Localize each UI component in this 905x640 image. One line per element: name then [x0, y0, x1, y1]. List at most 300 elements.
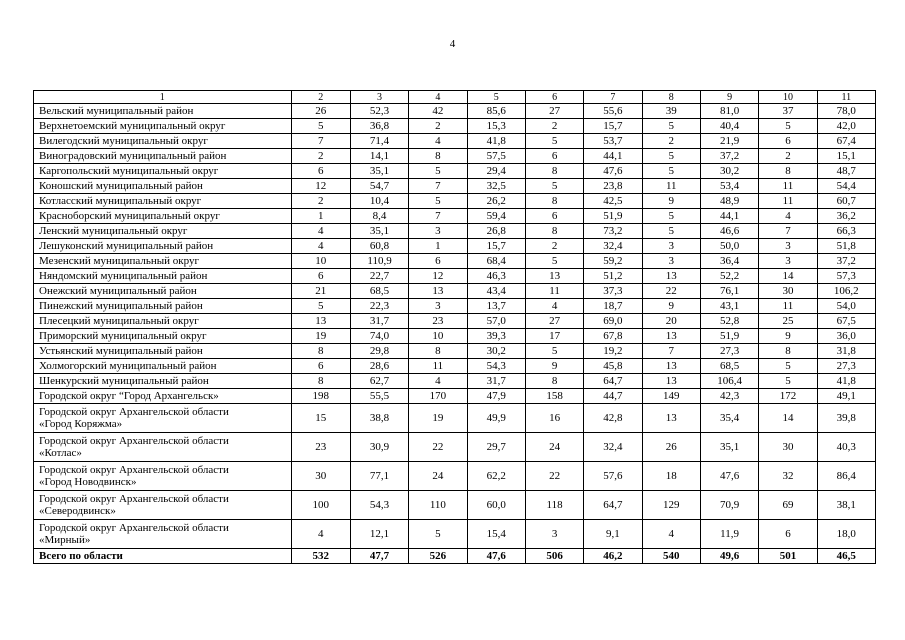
value-cell: 1 — [409, 239, 467, 254]
value-cell: 13 — [291, 314, 350, 329]
value-cell: 11 — [409, 359, 467, 374]
table-row — [34, 104, 876, 119]
value-cell: 30,9 — [350, 433, 408, 462]
value-cell: 7 — [642, 344, 700, 359]
table-row — [34, 359, 876, 374]
table-row — [34, 239, 876, 254]
value-cell: 46,2 — [584, 549, 642, 564]
value-cell: 2 — [291, 194, 350, 209]
value-cell: 4 — [409, 134, 467, 149]
value-cell: 8 — [525, 224, 583, 239]
value-cell: 51,8 — [817, 239, 875, 254]
value-cell: 45,8 — [584, 359, 642, 374]
value-cell: 54,0 — [817, 299, 875, 314]
value-cell: 54,3 — [467, 359, 525, 374]
value-cell: 11 — [759, 194, 817, 209]
table-row — [34, 149, 876, 164]
value-cell: 22,3 — [350, 299, 408, 314]
value-cell: 11 — [642, 179, 700, 194]
value-cell: 15 — [291, 404, 350, 433]
value-cell: 5 — [642, 164, 700, 179]
value-cell: 68,5 — [700, 359, 758, 374]
value-cell: 57,5 — [467, 149, 525, 164]
value-cell: 506 — [525, 549, 583, 564]
value-cell: 8 — [759, 344, 817, 359]
value-cell: 198 — [291, 389, 350, 404]
value-cell: 40,3 — [817, 433, 875, 462]
value-cell: 526 — [409, 549, 467, 564]
value-cell: 26,8 — [467, 224, 525, 239]
value-cell: 37,3 — [584, 284, 642, 299]
value-cell: 59,4 — [467, 209, 525, 224]
value-cell: 22 — [525, 462, 583, 491]
value-cell: 15,7 — [467, 239, 525, 254]
value-cell: 23 — [409, 314, 467, 329]
value-cell: 67,8 — [584, 329, 642, 344]
value-cell: 31,7 — [467, 374, 525, 389]
value-cell: 2 — [525, 239, 583, 254]
value-cell: 55,6 — [584, 104, 642, 119]
statistics-table — [33, 90, 876, 564]
value-cell: 28,6 — [350, 359, 408, 374]
value-cell: 13 — [642, 359, 700, 374]
value-cell: 86,4 — [817, 462, 875, 491]
value-cell: 4 — [759, 209, 817, 224]
value-cell: 129 — [642, 491, 700, 520]
value-cell: 7 — [759, 224, 817, 239]
value-cell: 51,9 — [584, 209, 642, 224]
district-name: Плесецкий муниципальный округ — [34, 314, 292, 329]
value-cell: 8 — [525, 374, 583, 389]
value-cell: 69,0 — [584, 314, 642, 329]
value-cell: 15,4 — [467, 520, 525, 549]
value-cell: 42,5 — [584, 194, 642, 209]
value-cell: 27 — [525, 104, 583, 119]
value-cell: 4 — [642, 520, 700, 549]
value-cell: 38,8 — [350, 404, 408, 433]
value-cell: 23,8 — [584, 179, 642, 194]
value-cell: 110 — [409, 491, 467, 520]
value-cell: 64,7 — [584, 491, 642, 520]
district-name: Городской округ “Город Архангельск» — [34, 389, 292, 404]
column-header: 6 — [525, 91, 583, 104]
value-cell: 27 — [525, 314, 583, 329]
district-name: Няндомский муниципальный район — [34, 269, 292, 284]
value-cell: 35,1 — [350, 224, 408, 239]
value-cell: 6 — [759, 134, 817, 149]
value-cell: 4 — [525, 299, 583, 314]
value-cell: 6 — [291, 164, 350, 179]
value-cell: 7 — [409, 179, 467, 194]
table-row — [34, 134, 876, 149]
district-name: Онежский муниципальный район — [34, 284, 292, 299]
value-cell: 14 — [759, 404, 817, 433]
value-cell: 11 — [759, 299, 817, 314]
district-name: Холмогорский муниципальный район — [34, 359, 292, 374]
value-cell: 54,7 — [350, 179, 408, 194]
value-cell: 26,2 — [467, 194, 525, 209]
value-cell: 13 — [642, 404, 700, 433]
value-cell: 52,3 — [350, 104, 408, 119]
value-cell: 18 — [642, 462, 700, 491]
value-cell: 9,1 — [584, 520, 642, 549]
value-cell: 26 — [291, 104, 350, 119]
value-cell: 5 — [525, 254, 583, 269]
value-cell: 64,7 — [584, 374, 642, 389]
value-cell: 74,0 — [350, 329, 408, 344]
value-cell: 43,4 — [467, 284, 525, 299]
table-row — [34, 194, 876, 209]
value-cell: 106,2 — [817, 284, 875, 299]
value-cell: 5 — [525, 134, 583, 149]
value-cell: 76,1 — [700, 284, 758, 299]
value-cell: 60,8 — [350, 239, 408, 254]
district-name: Коношский муниципальный район — [34, 179, 292, 194]
value-cell: 501 — [759, 549, 817, 564]
value-cell: 40,4 — [700, 119, 758, 134]
district-name: Пинежский муниципальный район — [34, 299, 292, 314]
district-name: Ленский муниципальный округ — [34, 224, 292, 239]
value-cell: 35,4 — [700, 404, 758, 433]
value-cell: 11 — [525, 284, 583, 299]
district-name: Устьянский муниципальный район — [34, 344, 292, 359]
value-cell: 22 — [642, 284, 700, 299]
value-cell: 10 — [409, 329, 467, 344]
district-name: Котласский муниципальный округ — [34, 194, 292, 209]
value-cell: 2 — [291, 149, 350, 164]
value-cell: 20 — [642, 314, 700, 329]
value-cell: 11,9 — [700, 520, 758, 549]
value-cell: 47,6 — [584, 164, 642, 179]
table-row — [34, 314, 876, 329]
value-cell: 24 — [525, 433, 583, 462]
district-name: Вилегодский муниципальный округ — [34, 134, 292, 149]
value-cell: 35,1 — [350, 164, 408, 179]
value-cell: 51,9 — [700, 329, 758, 344]
value-cell: 27,3 — [700, 344, 758, 359]
value-cell: 67,4 — [817, 134, 875, 149]
value-cell: 36,0 — [817, 329, 875, 344]
value-cell: 42 — [409, 104, 467, 119]
value-cell: 532 — [291, 549, 350, 564]
value-cell: 15,3 — [467, 119, 525, 134]
district-name: Лешуконский муниципальный район — [34, 239, 292, 254]
value-cell: 37 — [759, 104, 817, 119]
value-cell: 35,1 — [700, 433, 758, 462]
value-cell: 8 — [525, 194, 583, 209]
district-name: Городской округ Архангельской области «Северодвинск» — [34, 491, 292, 520]
value-cell: 3 — [642, 254, 700, 269]
value-cell: 47,6 — [467, 549, 525, 564]
value-cell: 9 — [525, 359, 583, 374]
value-cell: 42,0 — [817, 119, 875, 134]
value-cell: 32,5 — [467, 179, 525, 194]
value-cell: 59,2 — [584, 254, 642, 269]
value-cell: 12 — [409, 269, 467, 284]
value-cell: 4 — [291, 520, 350, 549]
value-cell: 77,1 — [350, 462, 408, 491]
value-cell: 51,2 — [584, 269, 642, 284]
value-cell: 8 — [291, 374, 350, 389]
value-cell: 6 — [525, 209, 583, 224]
value-cell: 69 — [759, 491, 817, 520]
value-cell: 71,4 — [350, 134, 408, 149]
value-cell: 57,0 — [467, 314, 525, 329]
value-cell: 46,5 — [817, 549, 875, 564]
value-cell: 13 — [409, 284, 467, 299]
header-row — [34, 91, 876, 104]
value-cell: 47,6 — [700, 462, 758, 491]
value-cell: 26 — [642, 433, 700, 462]
value-cell: 3 — [759, 254, 817, 269]
value-cell: 8 — [409, 149, 467, 164]
value-cell: 68,5 — [350, 284, 408, 299]
table-row — [34, 269, 876, 284]
value-cell: 8 — [759, 164, 817, 179]
value-cell: 30,2 — [467, 344, 525, 359]
value-cell: 21,9 — [700, 134, 758, 149]
value-cell: 5 — [642, 119, 700, 134]
table-row — [34, 491, 876, 520]
value-cell: 2 — [525, 119, 583, 134]
value-cell: 6 — [759, 520, 817, 549]
value-cell: 13 — [642, 374, 700, 389]
value-cell: 39,3 — [467, 329, 525, 344]
value-cell: 5 — [759, 374, 817, 389]
district-name: Виноградовский муниципальный район — [34, 149, 292, 164]
column-header: 9 — [700, 91, 758, 104]
value-cell: 60,0 — [467, 491, 525, 520]
value-cell: 1 — [291, 209, 350, 224]
value-cell: 12,1 — [350, 520, 408, 549]
value-cell: 18,0 — [817, 520, 875, 549]
value-cell: 47,7 — [350, 549, 408, 564]
value-cell: 15,1 — [817, 149, 875, 164]
value-cell: 5 — [409, 520, 467, 549]
table-row — [34, 164, 876, 179]
value-cell: 13,7 — [467, 299, 525, 314]
value-cell: 540 — [642, 549, 700, 564]
value-cell: 4 — [409, 374, 467, 389]
value-cell: 5 — [409, 164, 467, 179]
value-cell: 5 — [525, 344, 583, 359]
value-cell: 54,4 — [817, 179, 875, 194]
value-cell: 3 — [525, 520, 583, 549]
value-cell: 53,4 — [700, 179, 758, 194]
district-name: Мезенский муниципальный округ — [34, 254, 292, 269]
value-cell: 8,4 — [350, 209, 408, 224]
district-name: Каргопольский муниципальный округ — [34, 164, 292, 179]
table-row — [34, 404, 876, 433]
value-cell: 44,1 — [584, 149, 642, 164]
value-cell: 32,4 — [584, 239, 642, 254]
district-name: Городской округ Архангельской области «Мирный» — [34, 520, 292, 549]
value-cell: 2 — [642, 134, 700, 149]
value-cell: 48,7 — [817, 164, 875, 179]
value-cell: 78,0 — [817, 104, 875, 119]
value-cell: 73,2 — [584, 224, 642, 239]
value-cell: 11 — [759, 179, 817, 194]
value-cell: 30 — [759, 284, 817, 299]
value-cell: 52,8 — [700, 314, 758, 329]
district-name: Вельский муниципальный район — [34, 104, 292, 119]
table-row — [34, 284, 876, 299]
table-row — [34, 433, 876, 462]
column-header: 4 — [409, 91, 467, 104]
value-cell: 19,2 — [584, 344, 642, 359]
value-cell: 55,5 — [350, 389, 408, 404]
district-name: Городской округ Архангельской области «Котлас» — [34, 433, 292, 462]
value-cell: 39 — [642, 104, 700, 119]
value-cell: 53,7 — [584, 134, 642, 149]
value-cell: 18,7 — [584, 299, 642, 314]
value-cell: 47,9 — [467, 389, 525, 404]
table-row — [34, 224, 876, 239]
value-cell: 37,2 — [817, 254, 875, 269]
value-cell: 23 — [291, 433, 350, 462]
value-cell: 22 — [409, 433, 467, 462]
value-cell: 19 — [291, 329, 350, 344]
value-cell: 17 — [525, 329, 583, 344]
column-header: 10 — [759, 91, 817, 104]
value-cell: 27,3 — [817, 359, 875, 374]
column-header: 1 — [34, 91, 292, 104]
value-cell: 25 — [759, 314, 817, 329]
value-cell: 10,4 — [350, 194, 408, 209]
value-cell: 49,1 — [817, 389, 875, 404]
value-cell: 31,7 — [350, 314, 408, 329]
district-name: Верхнетоемский муниципальный округ — [34, 119, 292, 134]
value-cell: 13 — [642, 269, 700, 284]
value-cell: 24 — [409, 462, 467, 491]
value-cell: 21 — [291, 284, 350, 299]
district-name: Шенкурский муниципальный район — [34, 374, 292, 389]
table-row — [34, 179, 876, 194]
value-cell: 41,8 — [817, 374, 875, 389]
value-cell: 36,2 — [817, 209, 875, 224]
value-cell: 2 — [409, 119, 467, 134]
value-cell: 36,4 — [700, 254, 758, 269]
value-cell: 14 — [759, 269, 817, 284]
value-cell: 3 — [642, 239, 700, 254]
total-row — [34, 549, 876, 564]
value-cell: 9 — [642, 194, 700, 209]
value-cell: 41,8 — [467, 134, 525, 149]
value-cell: 57,3 — [817, 269, 875, 284]
value-cell: 7 — [291, 134, 350, 149]
value-cell: 14,1 — [350, 149, 408, 164]
value-cell: 30 — [759, 433, 817, 462]
value-cell: 5 — [759, 119, 817, 134]
value-cell: 36,8 — [350, 119, 408, 134]
value-cell: 170 — [409, 389, 467, 404]
column-header: 5 — [467, 91, 525, 104]
value-cell: 32 — [759, 462, 817, 491]
table-row — [34, 119, 876, 134]
value-cell: 12 — [291, 179, 350, 194]
value-cell: 49,9 — [467, 404, 525, 433]
value-cell: 3 — [759, 239, 817, 254]
value-cell: 66,3 — [817, 224, 875, 239]
table-row — [34, 462, 876, 491]
column-header: 3 — [350, 91, 408, 104]
value-cell: 8 — [409, 344, 467, 359]
value-cell: 172 — [759, 389, 817, 404]
value-cell: 5 — [642, 209, 700, 224]
value-cell: 42,8 — [584, 404, 642, 433]
value-cell: 2 — [759, 149, 817, 164]
value-cell: 44,7 — [584, 389, 642, 404]
value-cell: 62,7 — [350, 374, 408, 389]
value-cell: 49,6 — [700, 549, 758, 564]
value-cell: 3 — [409, 299, 467, 314]
value-cell: 46,3 — [467, 269, 525, 284]
value-cell: 13 — [525, 269, 583, 284]
total-label: Всего по области — [34, 549, 292, 564]
value-cell: 7 — [409, 209, 467, 224]
value-cell: 4 — [291, 224, 350, 239]
value-cell: 6 — [409, 254, 467, 269]
value-cell: 6 — [525, 149, 583, 164]
value-cell: 10 — [291, 254, 350, 269]
value-cell: 30 — [291, 462, 350, 491]
value-cell: 158 — [525, 389, 583, 404]
value-cell: 5 — [291, 119, 350, 134]
value-cell: 52,2 — [700, 269, 758, 284]
district-name: Красноборский муниципальный округ — [34, 209, 292, 224]
value-cell: 16 — [525, 404, 583, 433]
value-cell: 50,0 — [700, 239, 758, 254]
value-cell: 6 — [291, 359, 350, 374]
table-row — [34, 344, 876, 359]
value-cell: 106,4 — [700, 374, 758, 389]
value-cell: 29,4 — [467, 164, 525, 179]
page-number: 4 — [449, 38, 456, 50]
value-cell: 57,6 — [584, 462, 642, 491]
value-cell: 100 — [291, 491, 350, 520]
value-cell: 44,1 — [700, 209, 758, 224]
value-cell: 5 — [759, 359, 817, 374]
value-cell: 5 — [409, 194, 467, 209]
value-cell: 149 — [642, 389, 700, 404]
value-cell: 37,2 — [700, 149, 758, 164]
value-cell: 9 — [642, 299, 700, 314]
value-cell: 8 — [291, 344, 350, 359]
value-cell: 46,6 — [700, 224, 758, 239]
district-name: Городской округ Архангельской области «Город Коряжма» — [34, 404, 292, 433]
table-row — [34, 389, 876, 404]
value-cell: 81,0 — [700, 104, 758, 119]
table-row — [34, 374, 876, 389]
value-cell: 70,9 — [700, 491, 758, 520]
value-cell: 22,7 — [350, 269, 408, 284]
value-cell: 60,7 — [817, 194, 875, 209]
table-row — [34, 329, 876, 344]
table-row — [34, 520, 876, 549]
value-cell: 85,6 — [467, 104, 525, 119]
value-cell: 15,7 — [584, 119, 642, 134]
value-cell: 39,8 — [817, 404, 875, 433]
value-cell: 67,5 — [817, 314, 875, 329]
value-cell: 32,4 — [584, 433, 642, 462]
value-cell: 54,3 — [350, 491, 408, 520]
value-cell: 30,2 — [700, 164, 758, 179]
value-cell: 4 — [291, 239, 350, 254]
value-cell: 48,9 — [700, 194, 758, 209]
value-cell: 62,2 — [467, 462, 525, 491]
value-cell: 5 — [642, 149, 700, 164]
value-cell: 13 — [642, 329, 700, 344]
